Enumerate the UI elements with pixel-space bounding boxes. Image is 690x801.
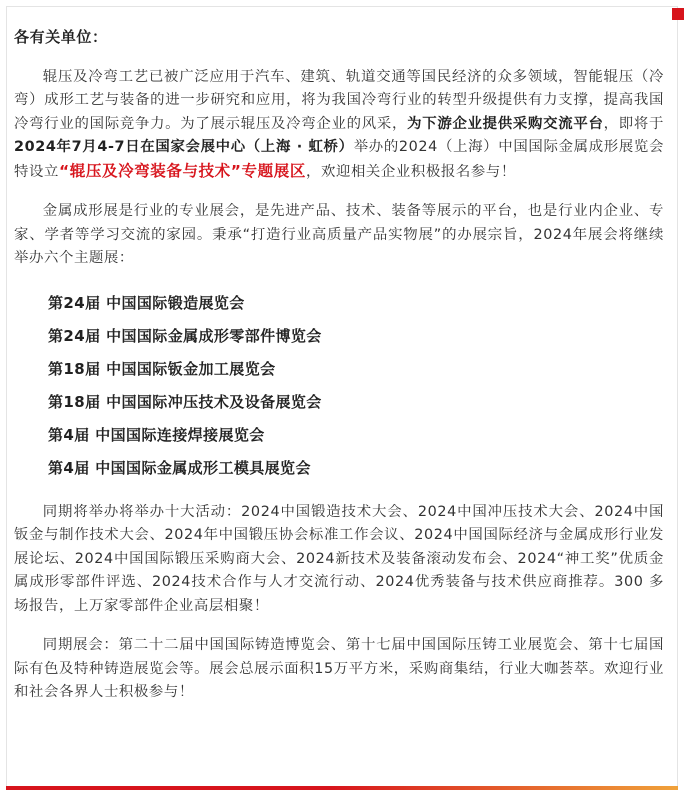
intro-bold-date-venue: 2024年7月4-7日在国家会展中心（上海 · 虹桥） <box>14 139 354 155</box>
intro-text-4: ，欢迎相关企业积极报名参与！ <box>305 163 516 180</box>
intro-highlight-zone: “辊压及冷弯装备与技术”专题展区 <box>58 161 306 180</box>
intro-text-3: 举办的2024（上海）中国国际金属成形展览会特设立 <box>14 139 664 180</box>
intro-paragraph <box>14 66 664 185</box>
exhibition-item: 第24届 中国国际锻造展览会 <box>48 293 245 312</box>
bottom-accent-bar <box>6 786 678 790</box>
exhibition-item: 第18届 中国国际钣金加工展览会 <box>48 359 276 378</box>
exhibition-item: 第4届 中国国际连接焊接展览会 <box>48 425 265 444</box>
exhibition-list <box>14 287 664 485</box>
greeting: 各有关单位： <box>14 28 108 46</box>
exhibition-item: 第4届 中国国际金属成形工模具展览会 <box>48 458 311 477</box>
exhibition-item: 第24届 中国国际金属成形零部件博览会 <box>48 326 322 345</box>
intro-text-1: 辊压及冷弯工艺已被广泛应用于汽车、建筑、轨道交通等国民经济的众多领域，智能辊压（冷弯）成形工艺与装备的进一步研究和应用，将为我国冷弯行业的转型升级提供有力支撑，提高我国冷弯行业的国际竞争力。为了展示辊压及冷弯企业的风采， <box>14 68 664 132</box>
article-body <box>14 26 664 721</box>
corner-decoration <box>672 8 684 20</box>
intro-bold-platform: 为下游企业提供采购交流平台 <box>407 115 604 132</box>
concurrent-shows-paragraph: 同期展会：第二十二届中国国际铸造博览会、第十七届中国国际压铸工业展览会、第十七届国际有色及特种铸造展览会等。展会总展示面积15万平方米，采购商集结，行业大咖荟萃。欢迎行业和社会各界人士积极参与！ <box>14 637 664 700</box>
activities-paragraph: 同期将举办将举办十大活动：2024中国锻造技术大会、2024中国冲压技术大会、2024中国钣金与制作技术大会、2024年中国锻压协会标准工作会议、2024中国国际经济与金属成形行业发展论坛、2024中国国际锻压采购商大会、2024新技术及装备滚动发布会、2024“神工奖”优质金属成形零部件评选、2024技术合作与人才交流行动、2024优秀装备与技术供应商推荐。300 多场报告，上万家零部件企业高层相聚！ <box>14 503 664 614</box>
exhibition-paragraph: 金属成形展是行业的专业展会，是先进产品、技术、装备等展示的平台，也是行业内企业、专家、学者等学习交流的家园。秉承“打造行业高质量产品实物展”的办展宗旨，2024年展会将继续举办六个主题展： <box>14 203 664 266</box>
exhibition-item: 第18届 中国国际冲压技术及设备展览会 <box>48 392 322 411</box>
intro-text-2: ，即将于 <box>603 115 664 132</box>
